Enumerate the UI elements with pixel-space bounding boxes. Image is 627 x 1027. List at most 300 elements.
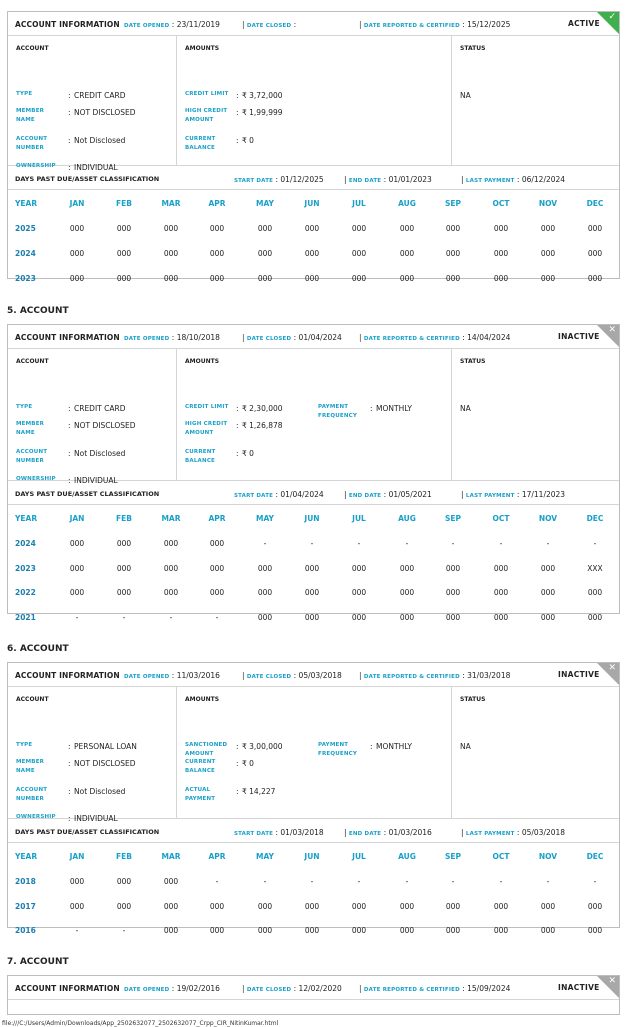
year-link[interactable]: 2024 <box>15 539 36 548</box>
amount-value: ₹ 3,72,000 <box>242 91 283 100</box>
separator: | <box>359 671 364 680</box>
dpd-cell: - <box>122 612 126 622</box>
date-reported-value: 15/12/2025 <box>467 20 511 29</box>
dpd-cell: 000 <box>69 249 85 258</box>
date-closed-value: 12/02/2020 <box>298 984 342 993</box>
colon: : <box>514 828 522 837</box>
dpd-cell: - <box>357 877 361 886</box>
month-header: NOV <box>538 514 558 523</box>
footer-path: file:///C:/Users/Admin/Downloads/App_2502632077_2502632077_Crpp_CIR_NitinKumar.html <box>2 1020 279 1027</box>
date-closed-value: 01/04/2024 <box>298 333 342 342</box>
date-opened-label: DATE OPENED <box>124 23 170 29</box>
date-reported <box>359 333 510 342</box>
amounts-section-heading: AMOUNTS <box>185 696 220 703</box>
month-header: JUN <box>304 199 320 208</box>
dpd-cell: 000 <box>587 224 603 233</box>
dpd-cell: 000 <box>493 249 509 258</box>
dpd-cell: 000 <box>209 224 225 233</box>
separator: | <box>344 828 349 837</box>
field-value: PERSONAL LOAN <box>74 742 137 751</box>
amount-label: SANCTIONED AMOUNT <box>185 742 228 757</box>
dpd-cell: 000 <box>351 901 367 911</box>
last-payment-value: 06/12/2024 <box>521 175 566 184</box>
start-date-value: 01/04/2024 <box>280 490 324 499</box>
dpd-cell: 000 <box>304 588 320 597</box>
month-header: JAN <box>69 199 85 208</box>
colon: : <box>68 449 71 458</box>
date-reported-label: DATE REPORTED & CERTIFIED <box>363 336 460 342</box>
month-header: YEAR <box>15 514 38 523</box>
month-header: YEAR <box>15 852 38 861</box>
field-label: TYPE <box>16 742 33 748</box>
colon: : <box>169 671 177 680</box>
end-date-value: 01/01/2023 <box>388 175 432 184</box>
field-label: OWNERSHIP <box>16 476 56 482</box>
colon: : <box>370 404 373 413</box>
month-header: AUG <box>398 852 416 861</box>
month-header: FEB <box>116 514 132 523</box>
date-reported-label: DATE REPORTED & CERTIFIED <box>363 987 460 993</box>
colon: : <box>291 671 299 680</box>
dpd-cell: - <box>546 877 550 886</box>
dpd-cell: 000 <box>209 249 225 258</box>
mark-glyph: ✕ <box>608 976 616 986</box>
account-section-title: 5. ACCOUNT <box>7 306 69 316</box>
amount-value: MONTHLY <box>376 404 412 413</box>
dpd-cell: 000 <box>587 588 603 597</box>
colon: : <box>68 759 71 768</box>
dpd-cell: 000 <box>540 224 556 233</box>
amount-value: ₹ 0 <box>242 136 254 145</box>
mark-glyph: ✕ <box>608 663 616 673</box>
year-link[interactable]: 2023 <box>15 563 36 573</box>
date-reported-value: 14/04/2024 <box>467 333 511 342</box>
dpd-cell: - <box>451 539 455 548</box>
dpd-cell: - <box>122 926 126 935</box>
date-opened <box>124 671 220 680</box>
dpd-cell: 000 <box>69 877 85 886</box>
status-column <box>452 36 621 165</box>
date-reported-label: DATE REPORTED & CERTIFIED <box>363 23 460 29</box>
dpd-cell: 000 <box>445 274 461 283</box>
month-header: APR <box>208 514 226 523</box>
field-value: Not Disclosed <box>74 136 126 145</box>
dpd-cell: 000 <box>257 249 273 258</box>
dpd-cell: 000 <box>116 588 132 597</box>
month-header: JUN <box>304 852 320 861</box>
dpd-cell: 000 <box>445 901 461 911</box>
dpd-cell: 000 <box>493 563 509 573</box>
dpd-cell: 000 <box>69 539 85 548</box>
start-date-value: 01/12/2025 <box>280 175 324 184</box>
dpd-cell: 000 <box>116 224 132 233</box>
date-opened-value: 18/10/2018 <box>176 333 220 342</box>
month-header: JUL <box>352 852 366 861</box>
field-label: OWNERSHIP <box>16 163 56 169</box>
field-value: INDIVIDUAL <box>74 814 118 823</box>
dpd-cell: - <box>310 877 314 886</box>
check-icon <box>597 12 619 34</box>
date-opened-label: DATE OPENED <box>124 987 170 993</box>
end-date-value: 01/05/2021 <box>388 490 432 499</box>
field-value: NOT DISCLOSED <box>74 421 136 430</box>
dpd-cell: 000 <box>69 224 85 233</box>
dpd-cell: 000 <box>257 901 273 911</box>
field-value: Not Disclosed <box>74 787 126 796</box>
dpd-cell: 000 <box>399 224 415 233</box>
month-header: SEP <box>444 514 462 523</box>
dpd-heading: DAYS PAST DUE/ASSET CLASSIFICATION <box>15 175 160 183</box>
account-header <box>8 12 619 36</box>
field-value: NOT DISCLOSED <box>74 759 136 768</box>
month-header: MAR <box>161 514 181 523</box>
colon: : <box>459 20 468 29</box>
month-header: OCT <box>492 852 510 861</box>
start-date-label: START DATE <box>234 831 274 837</box>
amount-value: ₹ 1,26,878 <box>242 421 283 430</box>
start-date <box>234 490 324 499</box>
account-info-heading: ACCOUNT INFORMATION <box>15 671 120 680</box>
colon: : <box>236 742 239 751</box>
dpd-cell: 000 <box>493 612 509 622</box>
dpd-cell: 000 <box>540 901 556 911</box>
month-header: AUG <box>398 199 416 208</box>
separator: | <box>344 490 349 499</box>
amount-label: ACTUAL PAYMENT <box>185 787 216 802</box>
start-date <box>234 175 324 184</box>
account-card <box>7 662 620 935</box>
dpd-cell: 000 <box>304 901 320 911</box>
dpd-cell: 000 <box>399 274 415 283</box>
month-header: DEC <box>586 514 604 523</box>
month-header: JUL <box>352 514 366 523</box>
dpd-cell: 000 <box>116 563 132 573</box>
dpd-cell: 000 <box>540 926 556 935</box>
field-value: Not Disclosed <box>74 449 126 458</box>
dpd-cell: 000 <box>116 539 132 548</box>
colon: : <box>236 404 239 413</box>
month-header: JUN <box>304 514 320 523</box>
dpd-cell: - <box>75 926 79 935</box>
dpd-heading: DAYS PAST DUE/ASSET CLASSIFICATION <box>15 490 160 498</box>
dpd-cell: 000 <box>445 563 461 573</box>
dpd-cell: 000 <box>69 274 85 283</box>
date-reported <box>359 671 510 680</box>
separator: | <box>242 984 247 993</box>
month-header: MAY <box>256 852 274 861</box>
colon: : <box>68 814 71 823</box>
dpd-cell: 000 <box>493 274 509 283</box>
date-closed-label: DATE CLOSED <box>246 674 292 680</box>
colon: : <box>169 984 177 993</box>
dpd-cell: 000 <box>209 901 225 911</box>
amount-label: PAYMENT FREQUENCY <box>318 742 358 757</box>
amount-value: MONTHLY <box>376 742 412 751</box>
close-icon <box>597 325 619 347</box>
date-opened-value: 19/02/2016 <box>176 984 220 993</box>
dpd-cell: - <box>499 877 503 886</box>
start-date-value: 01/03/2018 <box>280 828 324 837</box>
year-link[interactable]: 2025 <box>15 224 36 233</box>
dpd-cell: 000 <box>304 612 320 622</box>
year-link[interactable]: 2016 <box>15 926 36 935</box>
field-label: MEMBER NAME <box>16 759 45 774</box>
colon: : <box>514 490 522 499</box>
colon: : <box>236 91 239 100</box>
field-label: TYPE <box>16 404 33 410</box>
colon: : <box>291 333 299 342</box>
amount-value: ₹ 3,00,000 <box>242 742 283 751</box>
date-closed-label: DATE CLOSED <box>246 23 292 29</box>
month-header: MAY <box>256 199 274 208</box>
dpd-cell: 000 <box>493 926 509 935</box>
field-label: MEMBER NAME <box>16 421 45 436</box>
dpd-cell: - <box>357 539 361 548</box>
dpd-cell: 000 <box>540 249 556 258</box>
dpd-cell: 000 <box>587 274 603 283</box>
amount-value: ₹ 1,99,999 <box>242 108 283 117</box>
colon: : <box>273 490 281 499</box>
dpd-cell: 000 <box>257 588 273 597</box>
dpd-cell: - <box>405 877 409 886</box>
status-badge: INACTIVE <box>558 983 600 992</box>
colon: : <box>459 984 468 993</box>
field-value: CREDIT CARD <box>74 404 126 413</box>
last-payment-label: LAST PAYMENT <box>465 178 515 184</box>
month-header: JAN <box>69 514 85 523</box>
date-closed <box>242 671 342 680</box>
dpd-cell: 000 <box>540 563 556 573</box>
account-details <box>8 349 619 485</box>
separator: | <box>242 20 247 29</box>
account-section-title: 7. ACCOUNT <box>7 957 69 967</box>
status-value: NA <box>460 91 471 100</box>
last-payment-value: 17/11/2023 <box>521 490 566 499</box>
year-link[interactable]: 2022 <box>15 588 36 597</box>
year-link[interactable]: 2024 <box>15 249 36 258</box>
dpd-cell: 000 <box>445 224 461 233</box>
month-header: SEP <box>444 199 462 208</box>
dpd-cell: 000 <box>540 274 556 283</box>
separator: | <box>359 20 364 29</box>
dpd-cell: 000 <box>540 612 556 622</box>
year-link[interactable]: 2017 <box>15 901 36 911</box>
colon: : <box>236 108 239 117</box>
dpd-cell: - <box>499 539 503 548</box>
dpd-cell: 000 <box>399 612 415 622</box>
colon: : <box>273 175 281 184</box>
status-section-heading: STATUS <box>460 358 486 365</box>
separator: | <box>461 828 466 837</box>
colon: : <box>291 20 297 29</box>
amount-label: PAYMENT FREQUENCY <box>318 404 358 419</box>
colon: : <box>68 476 71 485</box>
dpd-cell: 000 <box>116 877 132 886</box>
amount-value: ₹ 0 <box>242 759 254 768</box>
account-info-heading: ACCOUNT INFORMATION <box>15 20 120 29</box>
colon: : <box>381 490 389 499</box>
dpd-cell: 000 <box>304 926 320 935</box>
start-date-label: START DATE <box>234 178 274 184</box>
date-reported-value: 15/09/2024 <box>467 984 511 993</box>
colon: : <box>381 175 389 184</box>
amount-label: HIGH CREDIT AMOUNT <box>185 421 228 436</box>
status-value: NA <box>460 404 471 413</box>
colon: : <box>291 984 299 993</box>
dpd-cell: 000 <box>399 249 415 258</box>
month-header: OCT <box>492 199 510 208</box>
colon: : <box>68 404 71 413</box>
colon: : <box>514 175 522 184</box>
colon: : <box>68 91 71 100</box>
dpd-cell: 000 <box>116 249 132 258</box>
amounts-section-heading: AMOUNTS <box>185 45 220 52</box>
colon: : <box>236 759 239 768</box>
dpd-cell: 000 <box>587 901 603 911</box>
field-label: TYPE <box>16 91 33 97</box>
amounts-section-heading: AMOUNTS <box>185 358 220 365</box>
status-badge: ACTIVE <box>568 19 600 28</box>
year-link[interactable]: 2021 <box>15 612 36 622</box>
colon: : <box>236 136 239 145</box>
dpd-cell: - <box>310 539 314 548</box>
dpd-cell: - <box>546 539 550 548</box>
month-header: JUL <box>352 199 366 208</box>
field-label: ACCOUNT NUMBER <box>16 787 48 802</box>
field-label: MEMBER NAME <box>16 108 45 123</box>
account-section-heading: ACCOUNT <box>16 696 49 703</box>
account-section-title: 6. ACCOUNT <box>7 644 69 654</box>
end-date <box>344 175 432 184</box>
colon: : <box>459 671 468 680</box>
dpd-cell: - <box>263 877 267 886</box>
amount-value: ₹ 2,30,000 <box>242 404 283 413</box>
separator: | <box>242 333 247 342</box>
dpd-cell: - <box>215 612 219 622</box>
dpd-cell: 000 <box>209 274 225 283</box>
account-section-heading: ACCOUNT <box>16 45 49 52</box>
dpd-cell: 000 <box>587 926 603 935</box>
end-date <box>344 828 432 837</box>
end-date-value: 01/03/2016 <box>388 828 432 837</box>
dpd-cell: 000 <box>163 926 179 935</box>
dpd-cell: 000 <box>116 274 132 283</box>
dpd-cell: 000 <box>587 612 603 622</box>
account-info-heading: ACCOUNT INFORMATION <box>15 984 120 993</box>
dpd-cell: 000 <box>163 539 179 548</box>
account-header <box>8 976 619 1000</box>
dpd-cell: 000 <box>163 877 179 886</box>
dpd-cell: 000 <box>304 563 320 573</box>
dpd-cell: 000 <box>163 563 179 573</box>
dpd-grid <box>8 190 619 294</box>
dpd-cell: 000 <box>493 901 509 911</box>
colon: : <box>236 449 239 458</box>
dpd-cell: 000 <box>163 249 179 258</box>
dpd-cell: 000 <box>399 588 415 597</box>
dpd-cell: - <box>451 877 455 886</box>
dpd-cell: 000 <box>445 588 461 597</box>
dpd-cell: 000 <box>351 563 367 573</box>
dpd-cell: 000 <box>163 224 179 233</box>
colon: : <box>68 421 71 430</box>
colon: : <box>381 828 389 837</box>
start-date <box>234 828 324 837</box>
dpd-cell: 000 <box>209 563 225 573</box>
dpd-cell: 000 <box>351 274 367 283</box>
last-payment-label: LAST PAYMENT <box>465 831 515 837</box>
amount-label: CURRENT BALANCE <box>185 759 216 774</box>
month-header: MAY <box>256 514 274 523</box>
field-label: OWNERSHIP <box>16 814 56 820</box>
dpd-cell: 000 <box>304 224 320 233</box>
field-label: ACCOUNT NUMBER <box>16 449 48 464</box>
separator: | <box>461 490 466 499</box>
dpd-cell: 000 <box>445 249 461 258</box>
dpd-cell: 000 <box>257 612 273 622</box>
dpd-cell: 000 <box>445 612 461 622</box>
separator: | <box>461 175 466 184</box>
date-opened-label: DATE OPENED <box>124 674 170 680</box>
start-date-label: START DATE <box>234 493 274 499</box>
last-payment-value: 05/03/2018 <box>521 828 566 837</box>
amount-value: ₹ 14,227 <box>242 787 276 796</box>
dpd-cell: 000 <box>493 588 509 597</box>
dpd-cell: 000 <box>163 901 179 911</box>
date-reported <box>359 984 510 993</box>
month-header: DEC <box>586 199 604 208</box>
field-value: INDIVIDUAL <box>74 163 118 172</box>
account-header <box>8 325 619 349</box>
colon: : <box>68 787 71 796</box>
amount-label: CURRENT BALANCE <box>185 136 216 151</box>
dpd-cell: 000 <box>209 539 225 548</box>
dpd-cell: 000 <box>257 563 273 573</box>
month-header: APR <box>208 199 226 208</box>
dpd-cell: XXX <box>587 563 603 573</box>
end-date-label: END DATE <box>348 493 382 499</box>
dpd-header <box>8 166 619 190</box>
year-link[interactable]: 2023 <box>15 274 36 283</box>
account-card <box>7 324 620 622</box>
field-value: CREDIT CARD <box>74 91 126 100</box>
dpd-cell: 000 <box>351 588 367 597</box>
end-date <box>344 490 432 499</box>
colon: : <box>68 163 71 172</box>
dpd-cell: 000 <box>163 588 179 597</box>
separator: | <box>359 333 364 342</box>
dpd-cell: 000 <box>304 274 320 283</box>
date-opened-label: DATE OPENED <box>124 336 170 342</box>
dpd-cell: 000 <box>257 224 273 233</box>
date-reported-label: DATE REPORTED & CERTIFIED <box>363 674 460 680</box>
last-payment <box>461 490 565 499</box>
dpd-header <box>8 481 619 505</box>
account-card <box>7 975 620 1015</box>
colon: : <box>370 742 373 751</box>
colon: : <box>169 333 177 342</box>
colon: : <box>273 828 281 837</box>
date-reported-value: 31/03/2018 <box>467 671 511 680</box>
month-header: FEB <box>116 852 132 861</box>
account-details <box>8 36 619 172</box>
dpd-cell: 000 <box>399 563 415 573</box>
year-link[interactable]: 2018 <box>15 877 36 886</box>
colon: : <box>236 787 239 796</box>
dpd-cell: - <box>593 539 597 548</box>
dpd-cell: 000 <box>399 926 415 935</box>
month-header: SEP <box>444 852 462 861</box>
